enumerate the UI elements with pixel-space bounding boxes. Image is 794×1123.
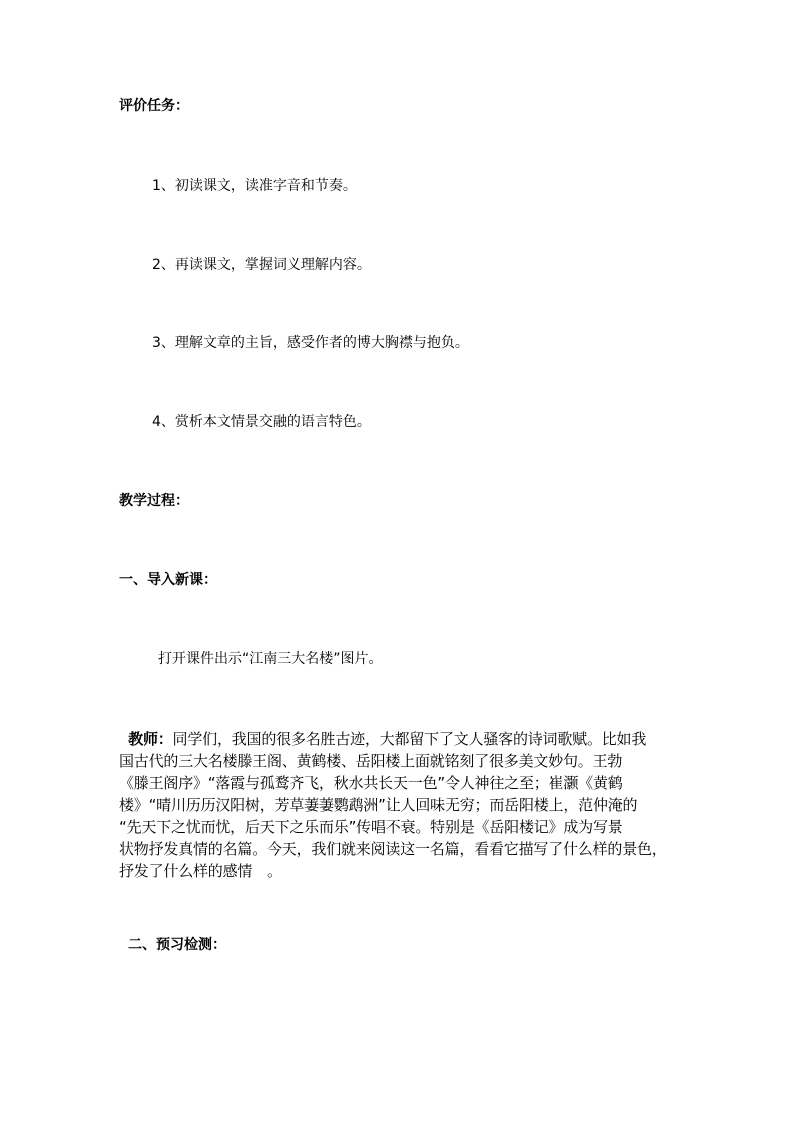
task-item-4: 4、赏析本文情景交融的语言特色。 [152,414,371,430]
process-heading: 教学过程： [119,493,189,509]
teacher-line-5: “先天下之忧而忧，后天下之乐而乐”传唱不衰。特别是《岳阳楼记》成为写景 [119,818,623,836]
teacher-paragraph [119,728,679,882]
teacher-label: 教师： [128,730,173,748]
task-item-3: 3、理解文章的主旨，感受作者的博大胸襟与抱负。 [152,335,469,351]
task-item-1: 1、初读课文，读准字音和节奏。 [152,178,357,194]
teacher-line-3: 《滕王阁序》“落霞与孤鹜齐飞，秋水共长天一色”令人神往之至；崔灏《黄鹤 [119,774,623,792]
step2-heading: 二、预习检测： [128,937,226,953]
step1-heading: 一、导入新课： [119,572,217,588]
teacher-line-1-text: 同学们，我国的很多名胜古迹，大都留下了文人骚客的诗词歌赋。比如我 [172,730,647,748]
step1-text: 打开课件出示“江南三大名楼”图片。 [158,651,383,667]
teacher-line-6: 状物抒发真情的名篇。今天，我们就来阅读这一名篇，看看它描写了什么样的景色， [119,840,667,858]
evaluation-heading: 评价任务： [119,98,189,114]
teacher-line-1 [119,728,679,750]
teacher-line-4: 楼》“晴川历历汉阳树，芳草萋萋鹦鹉洲”让人回味无穷；而岳阳楼上，范仲淹的 [119,796,638,814]
task-item-2: 2、再读课文，掌握词义理解内容。 [152,257,371,273]
teacher-line-2: 国古代的三大名楼滕王阁、黄鹤楼、岳阳楼上面就铭刻了很多美文妙句。王勃 [119,752,623,770]
teacher-line-7: 抒发了什么样的感情 。 [119,862,282,880]
